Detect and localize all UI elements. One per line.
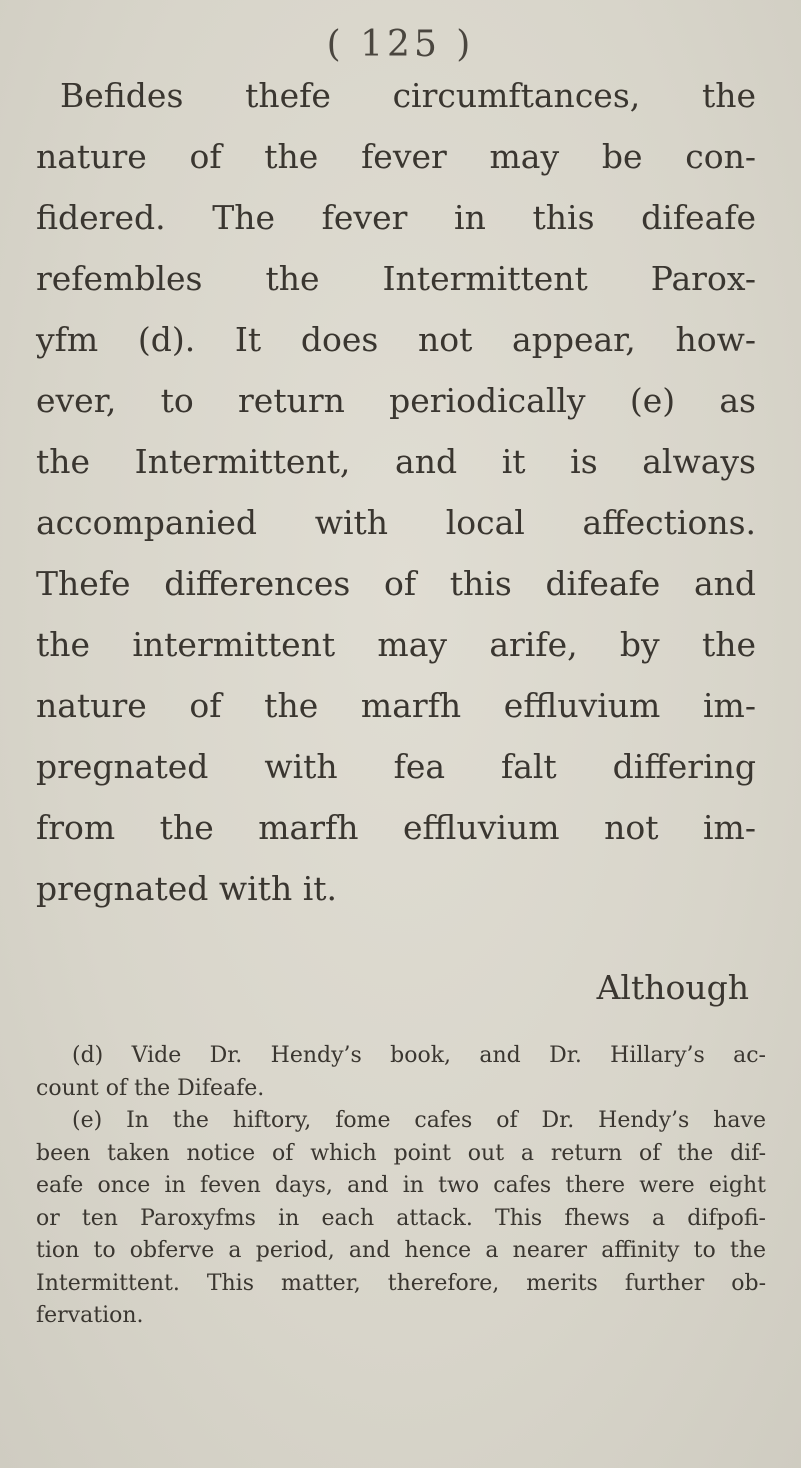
body-line: pregnated with fea falt differing: [36, 747, 756, 786]
body-line: yfm (d). It does not appear, how-: [36, 320, 756, 359]
body-line: from the marfh effluvium not im-: [36, 808, 756, 847]
footnote-line: been taken notice of which point out a return of the dif-: [36, 1140, 766, 1166]
body-text: [36, 65, 756, 919]
footnotes: [36, 1040, 766, 1333]
body-line: accompanied with local affections.: [36, 503, 756, 542]
catchword: Although: [596, 968, 749, 1007]
body-line: pregnated with it.: [36, 869, 337, 908]
page-number: ( 125 ): [326, 24, 475, 65]
body-line: nature of the marfh effluvium im-: [36, 686, 756, 725]
footnote-line: tion to obferve a period, and hence a nearer affinity to the: [36, 1238, 766, 1263]
body-line: Befides thefe circumftances, the: [60, 76, 756, 115]
footnote-line: Intermittent. This matter, therefore, merits further ob-: [36, 1270, 766, 1296]
footnote-line: or ten Paroxyfms in each attack. This fhews a difpofi-: [36, 1205, 766, 1231]
footnote-line: count of the Difeafe.: [36, 1075, 265, 1101]
body-line: fidered. The fever in this difeafe: [36, 198, 756, 237]
footnote-line: eafe once in feven days, and in two cafes there were eight: [36, 1173, 766, 1198]
footnote-line: (d) Vide Dr. Hendy’s book, and Dr. Hillary’s ac-: [72, 1043, 766, 1068]
body-line: the Intermittent, and it is always: [36, 442, 756, 481]
footnote-line: (e) In the hiftory, fome cafes of Dr. Hendy’s have: [72, 1108, 766, 1133]
body-line: the intermittent may arife, by the: [36, 625, 756, 664]
body-line: refembles the Intermittent Parox-: [36, 259, 756, 298]
body-line: nature of the fever may be con-: [36, 137, 756, 176]
footnote-line: fervation.: [36, 1303, 144, 1328]
body-line: ever, to return periodically (e) as: [36, 381, 756, 420]
body-line: Thefe differences of this difeafe and: [36, 564, 756, 603]
